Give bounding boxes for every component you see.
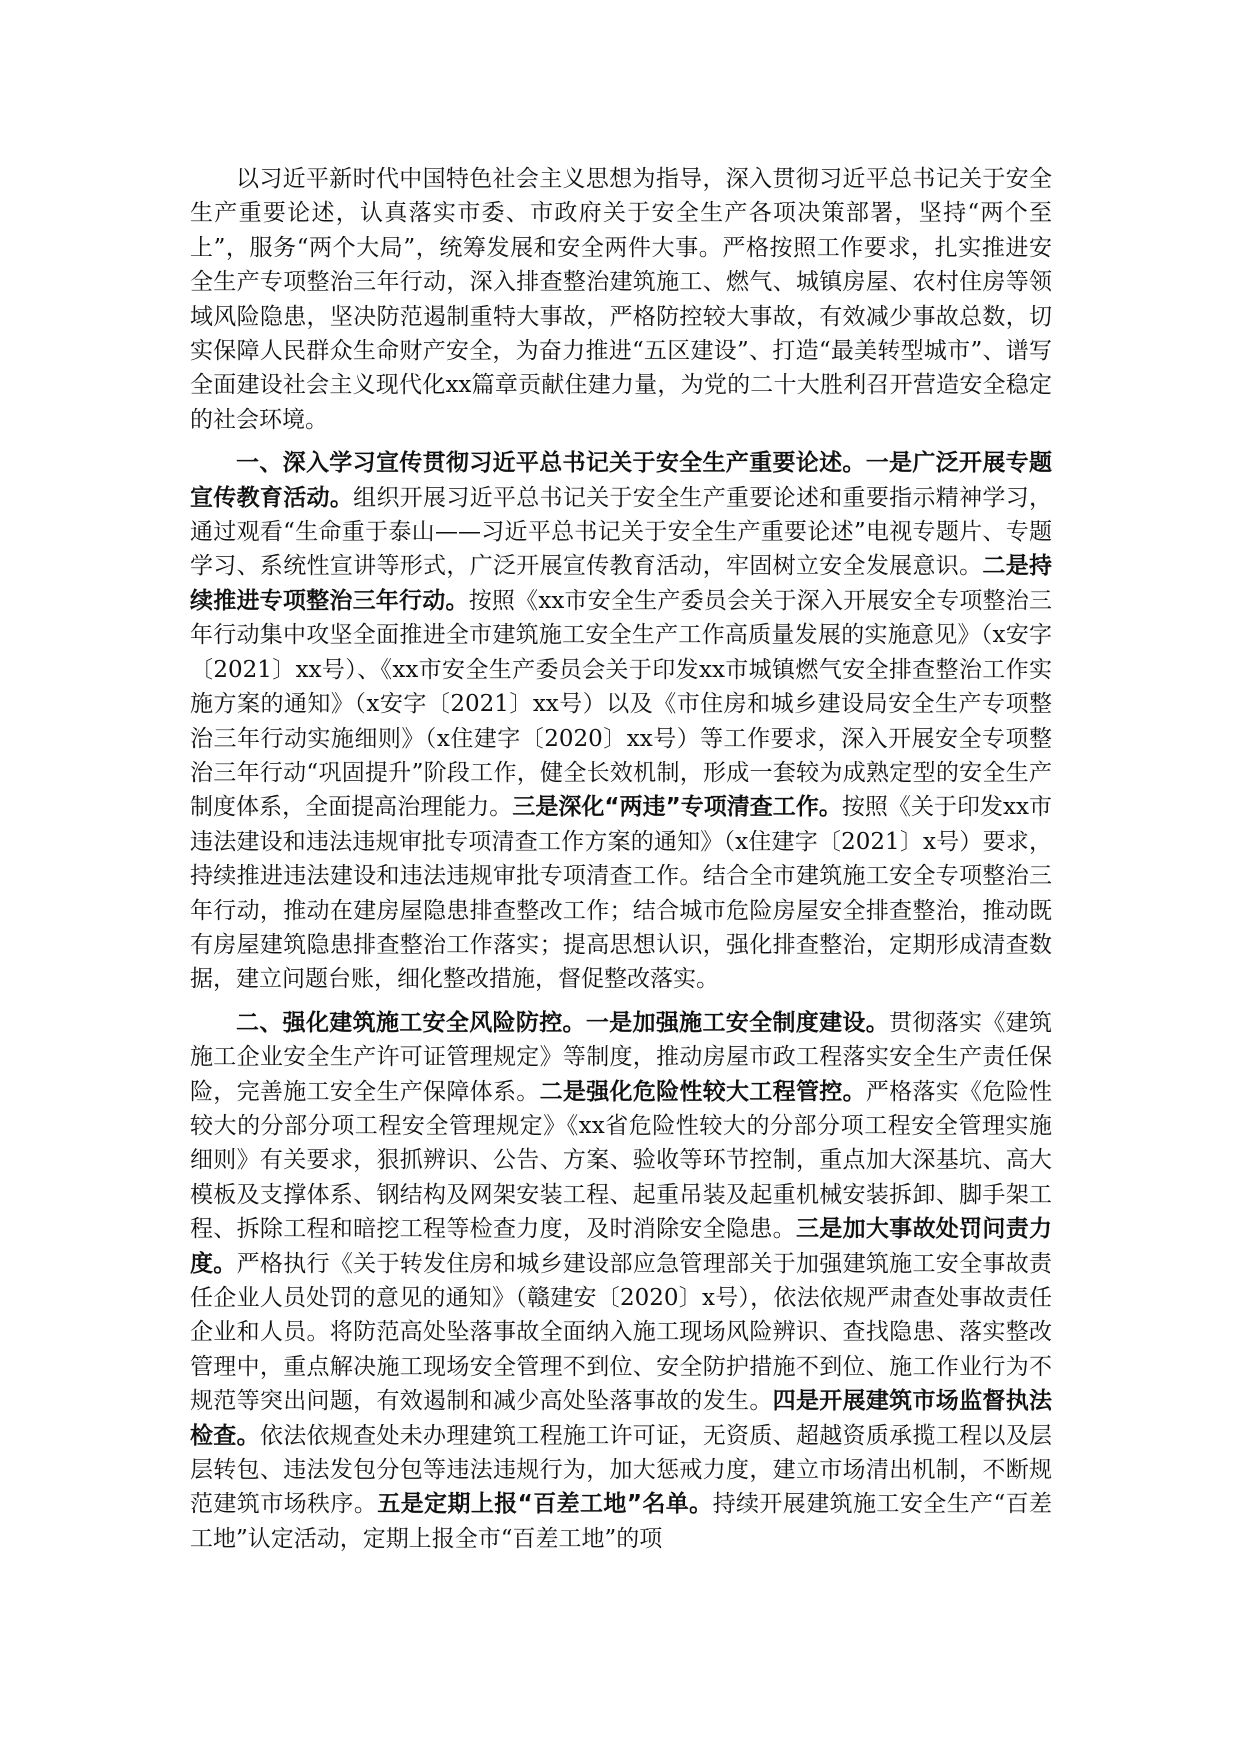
body-text: 贯彻落实《建筑施工企业安全生产许可证管理规定》等制度，推动房屋市政工程落实安全生产责任保险，完善施工安全生产保障体系。 <box>190 1009 1053 1105</box>
section-heading: 一、深入学习宣传贯彻习近平总书记关于安全生产重要论述。一是广泛开展专题宣传教育活动。 <box>190 450 1052 511</box>
body-text: 严格执行《关于转发住房和城乡建设部应急管理部关于加强建筑施工安全事故责任企业人员处罚的意见的通知》（赣建安〔2020〕x号），依法依规严肃查处事故责任企业和人员。将防范高处坠落事故全面纳入施工现场风险辨识、查找隐患、落实整改管理中，重点解决施工现场安全管理不到位、安全防护措施不到位、施工作业行为不规范等突出问题，有效遏制和减少高处坠落事故的发生。 <box>190 1250 1053 1415</box>
subheading: 三是加大事故处罚问责力度。 <box>190 1216 1053 1277</box>
body-text: 持续开展建筑施工安全生产“百差工地”认定活动，定期上报全市“百差工地”的项 <box>190 1491 1053 1552</box>
subheading: 三是深化“两违”专项清查工作。 <box>512 794 842 821</box>
subheading: 二是持续推进专项整治三年行动。 <box>190 553 1053 614</box>
body-text: 按照《xx市安全生产委员会关于深入开展安全专项整治三年行动集中攻坚全面推进全市建筑施工安全生产工作高质量发展的实施意见》（x安字〔2021〕xx号）、《xx市安全生产委员会关于印发xx市城镇燃气安全排查整治工作实施方案的通知》（x安字〔2021〕xx号）以及《市住房和城乡建设局安全生产专项整治三年行动实施细则》（x住建字〔2020〕xx号）等工作要求，深入开展安全专项整治三年行动“巩固提升”阶段工作，健全长效机制，形成一套较为成熟定型的安全生产制度体系，全面提高治理能力。 <box>190 587 1052 821</box>
section-two-paragraph <box>190 1006 1052 1557</box>
body-text: 依法依规查处未办理建筑工程施工许可证，无资质、超越资质承揽工程以及层层转包、违法发包分包等违法违规行为，加大惩戒力度，建立市场清出机制，不断规范建筑市场秩序。 <box>190 1422 1053 1518</box>
body-text: 严格落实《危险性较大的分部分项工程安全管理规定》《xx省危险性较大的分部分项工程安全管理实施细则》有关要求，狠抓辨识、公告、方案、验收等环节控制，重点加大深基坑、高大模板及支撑体系、钢结构及网架安装工程、起重吊装及起重机械安装拆卸、脚手架工程、拆除工程和暗挖工程等检查力度，及时消除安全隐患。 <box>190 1078 1053 1243</box>
body-text: 按照《关于印发xx市违法建设和违法违规审批专项清查工作方案的通知》（x住建字〔2021〕x号）要求，持续推进违法建设和违法违规审批专项清查工作。结合全市建筑施工安全专项整治三年行动，推动在建房屋隐患排查整改工作；结合城市危险房屋安全排查整治，推动既有房屋建筑隐患排查整治工作落实；提高思想认识，强化排查整治，定期形成清查数据，建立问题台账，细化整改措施，督促整改落实。 <box>190 794 1052 993</box>
subheading: 四是开展建筑市场监督执法检查。 <box>190 1388 1053 1449</box>
subheading: 二是强化危险性较大工程管控。 <box>539 1078 866 1105</box>
intro-paragraph <box>190 162 1052 437</box>
section-heading: 二、强化建筑施工安全风险防控。一是加强施工安全制度建设。 <box>236 1009 890 1036</box>
document-page <box>190 162 1052 1556</box>
body-text: 以习近平新时代中国特色社会主义思想为指导，深入贯彻习近平总书记关于安全生产重要论述，认真落实市委、市政府关于安全生产各项决策部署，坚持“两个至上”，服务“两个大局”，统筹发展和安全两件大事。严格按照工作要求，扎实推进安全生产专项整治三年行动，深入排查整治建筑施工、燃气、城镇房屋、农村住房等领域风险隐患，坚决防范遏制重特大事故，严格防控较大事故，有效减少事故总数，切实保障人民群众生命财产安全，为奋力推进“五区建设”、打造“最美转型城市”、谱写全面建设社会主义现代化xx篇章贡献住建力量，为党的二十大胜利召开营造安全稳定的社会环境。 <box>190 166 1052 433</box>
subheading: 五是定期上报“百差工地”名单。 <box>377 1491 713 1518</box>
body-text: 组织开展习近平总书记关于安全生产重要论述和重要指示精神学习，通过观看“生命重于泰山——习近平总书记关于安全生产重要论述”电视专题片、专题学习、系统性宣讲等形式，广泛开展宣传教育活动，牢固树立安全发展意识。 <box>190 484 1053 580</box>
section-one-paragraph <box>190 446 1052 997</box>
